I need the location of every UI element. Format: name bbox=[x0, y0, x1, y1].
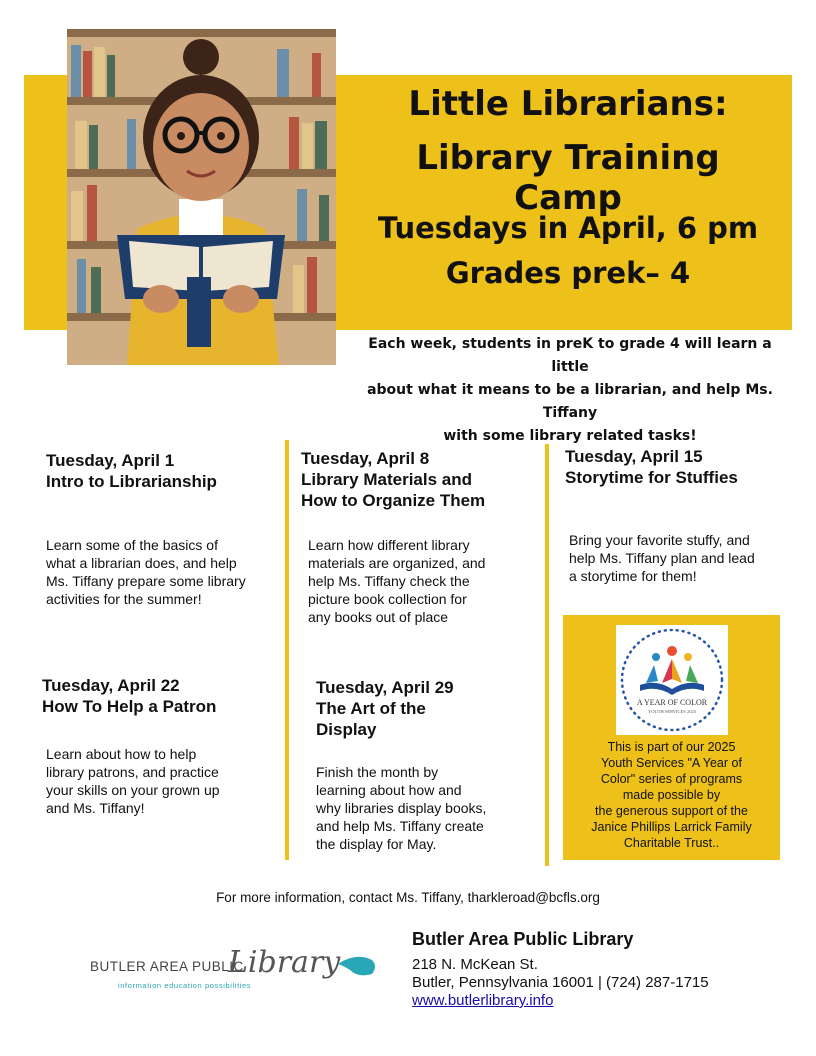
desc-line: and help Ms. Tiffany create bbox=[316, 818, 484, 834]
sponsor-line: This is part of our 2025 bbox=[607, 740, 736, 754]
desc-line: Bring your favorite stuffy, and bbox=[569, 532, 750, 548]
sponsor-line: made possible by bbox=[622, 788, 721, 802]
library-website-link[interactable]: www.butlerlibrary.info bbox=[412, 992, 554, 1009]
logo-text: A YEAR OF COLOR bbox=[636, 698, 708, 707]
grades-text: Grades prek– 4 bbox=[445, 256, 691, 290]
desc-line: what a librarian does, and help bbox=[46, 555, 237, 571]
session-heading bbox=[301, 448, 485, 511]
intro-paragraph bbox=[356, 333, 784, 448]
logo-graphic bbox=[616, 625, 728, 735]
desc-line: materials are organized, and bbox=[308, 555, 486, 571]
session-title: Library Materials and bbox=[301, 470, 473, 489]
session-title: The Art of the bbox=[316, 699, 426, 718]
title-line-2: Library Training Camp bbox=[416, 138, 720, 218]
session-heading bbox=[316, 677, 454, 740]
session-date: Tuesday, April 1 bbox=[46, 451, 175, 470]
girl-reading-illustration bbox=[67, 29, 336, 365]
desc-line: and Ms. Tiffany! bbox=[46, 800, 145, 816]
library-logo-graphic bbox=[88, 930, 388, 1000]
session-date: Tuesday, April 8 bbox=[301, 449, 430, 468]
desc-line: why libraries display books, bbox=[316, 800, 487, 816]
sponsor-line: Janice Phillips Larrick Family bbox=[591, 820, 752, 834]
desc-line: help Ms. Tiffany plan and lead bbox=[569, 550, 755, 566]
intro-line: Each week, students in preK to grade 4 will learn a little bbox=[368, 336, 772, 375]
logo-tagline: information education possibilities bbox=[118, 981, 252, 990]
address-line-1: 218 N. McKean St. bbox=[412, 956, 538, 973]
contact-line: For more information, contact Ms. Tiffany, tharkleroad@bcfls.org bbox=[216, 890, 600, 905]
desc-line: a storytime for them! bbox=[569, 568, 697, 584]
session-title: Display bbox=[316, 720, 377, 739]
session-description bbox=[46, 745, 220, 817]
session-heading bbox=[46, 450, 217, 492]
session-description bbox=[569, 531, 755, 585]
session-date: Tuesday, April 29 bbox=[316, 678, 454, 697]
address-line-2: Butler, Pennsylvania 16001 | (724) 287-1715 bbox=[412, 974, 709, 991]
desc-line: your skills on your grown up bbox=[46, 782, 220, 798]
desc-line: help Ms. Tiffany check the bbox=[308, 573, 470, 589]
session-title: How To Help a Patron bbox=[42, 697, 217, 716]
session-title: Storytime for Stuffies bbox=[565, 468, 738, 487]
library-logo bbox=[88, 930, 388, 1000]
desc-line: Finish the month by bbox=[316, 764, 439, 780]
desc-line: Learn how different library bbox=[308, 537, 470, 553]
column-divider-1 bbox=[285, 440, 289, 860]
desc-line: the display for May. bbox=[316, 836, 437, 852]
session-title: Intro to Librarianship bbox=[46, 472, 217, 491]
sponsor-line: Charitable Trust.. bbox=[623, 836, 720, 850]
desc-line: Ms. Tiffany prepare some library bbox=[46, 573, 246, 589]
library-name: Butler Area Public Library bbox=[412, 929, 634, 949]
sponsor-box bbox=[563, 615, 780, 860]
year-of-color-logo bbox=[616, 625, 728, 735]
sponsor-line: the generous support of the bbox=[595, 804, 748, 818]
sponsor-text bbox=[571, 739, 772, 851]
session-date: Tuesday, April 22 bbox=[42, 676, 180, 695]
logo-subtext: YOUTH SERVICES 2025 bbox=[648, 709, 696, 714]
illustration-svg bbox=[67, 29, 336, 365]
desc-line: any books out of place bbox=[308, 609, 449, 625]
quill-icon bbox=[338, 957, 375, 976]
session-heading bbox=[565, 446, 738, 488]
session-description bbox=[308, 536, 485, 626]
schedule-text: Tuesdays in April, 6 pm bbox=[377, 211, 759, 245]
intro-line: with some library related tasks! bbox=[443, 428, 697, 444]
desc-line: learning about how and bbox=[316, 782, 462, 798]
logo-left-text: BUTLER AREA PUBLIC bbox=[90, 959, 244, 974]
intro-line: about what it means to be a librarian, and help Ms. Tiffany bbox=[367, 382, 773, 421]
title-line-1: Little Librarians: bbox=[408, 84, 728, 124]
column-divider-2 bbox=[545, 444, 549, 866]
logo-script-text: Library bbox=[228, 945, 341, 980]
desc-line: activities for the summer! bbox=[46, 591, 202, 607]
session-description bbox=[46, 536, 246, 608]
desc-line: Learn about how to help bbox=[46, 746, 197, 762]
desc-line: Learn some of the basics of bbox=[46, 537, 218, 553]
session-title: How to Organize Them bbox=[301, 491, 486, 510]
session-heading bbox=[42, 675, 216, 717]
session-description bbox=[316, 763, 486, 853]
session-date: Tuesday, April 15 bbox=[565, 447, 703, 466]
desc-line: picture book collection for bbox=[308, 591, 467, 607]
sponsor-line: Color" series of programs bbox=[600, 772, 743, 786]
desc-line: library patrons, and practice bbox=[46, 764, 219, 780]
sponsor-line: Youth Services "A Year of bbox=[601, 756, 742, 770]
